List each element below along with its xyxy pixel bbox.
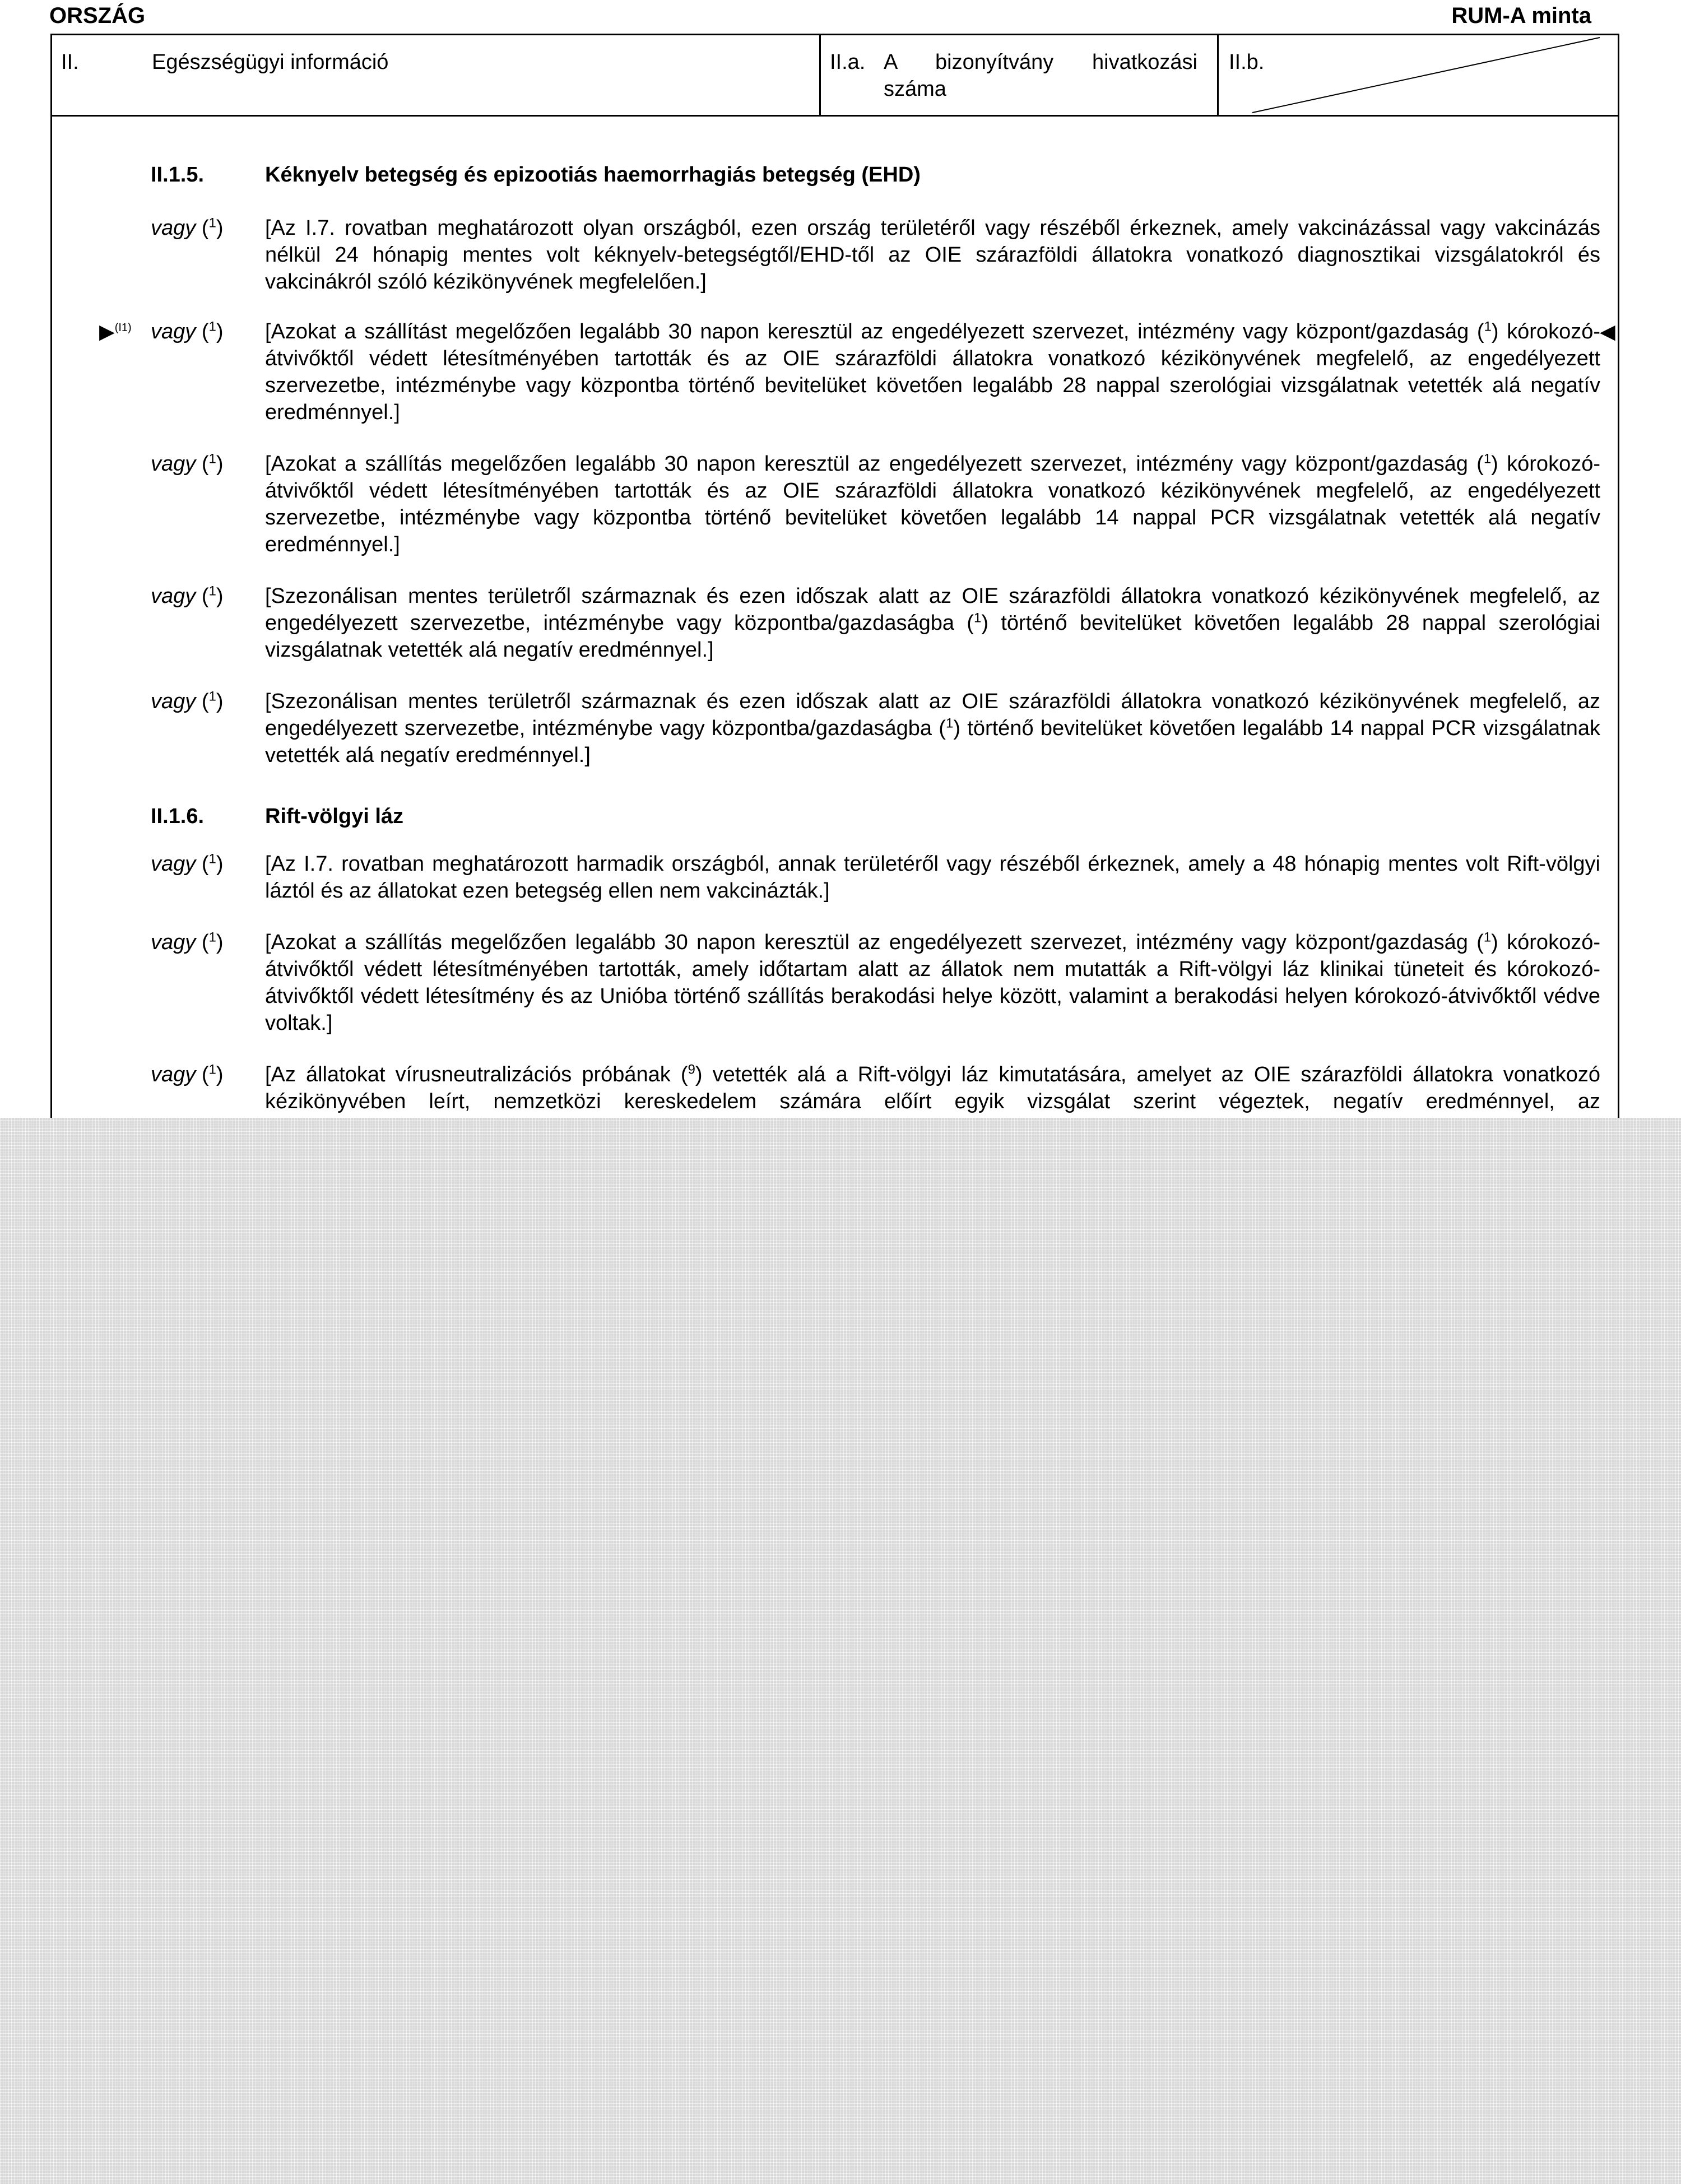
amendment-marker-right: ◀: [1600, 320, 1615, 343]
section-number: II.1.5.: [151, 163, 205, 187]
option-label: vagy ($^1$): [151, 1062, 224, 1086]
section-title: Rift-völgyi láz: [265, 805, 404, 828]
option-text: [Szezonálisan mentes területről származnak és ezen időszak alatt az OIE szárazföldi állatokra vonatkozó kézikönyvének megfelelő, az engedélyezett szervezetbe, intézménybe vagy központba/gazdaságba ($^1$) történő bevitelüket követően legalább 14 nappal PCR vizsgálatnak vetették alá negatív eredménnyel.]: [265, 690, 1600, 767]
option-text: [Az I.7. rovatban meghatározott harmadik országból, annak területéről vagy részéből érkeznek, amely a 48 hónapig mentes volt Rift-völgyi láztól és az állatokat ezen betegség ellen nem vakcinázták.]: [265, 852, 1600, 903]
country-label: ORSZÁG: [49, 3, 146, 28]
header-cell-number: II.b.: [1229, 50, 1265, 74]
option-label: vagy ($^1$): [151, 851, 224, 876]
option-text: [Az I.7. rovatban meghatározott olyan országból, ezen ország területéről vagy részéből érkeznek, amely vakcinázással vagy vakcinázás nélkül 24 hónapig mentes volt kéknyelv-betegségtől/EHD-től az OIE szárazföldi állatokra vonatkozó diagnosztikai vizsgálatokról és vakcinákról szóló kézikönyvének megfelelően.]: [265, 216, 1600, 294]
header-cell-health-info: [52, 35, 821, 115]
option-label: vagy ($^1$): [151, 215, 224, 240]
option-text: [Azokat a szállítás megelőzően legalább 30 napon keresztül az engedélyezett szervezet, intézmény vagy központ/gazdaság ($^1$) kórokozó-átvivőktől védett létesítményében tartották, amely időtartam alatt az állatok nem mutatták a Rift-völgyi láz klinikai tüneteit és kórokozó-átvivőktől védett létesítmény és az Unióba történő szállítás berakodási helye között, valamint a berakodási helyen kórokozó-átvivőktől védve voltak.]: [265, 930, 1600, 1035]
header-cell-number: II.a.: [830, 50, 866, 74]
model-label: RUM-A minta: [1451, 3, 1591, 28]
section-number: II.1.6.: [151, 805, 205, 828]
header-cell-title: Egészségügyi információ: [152, 50, 389, 74]
option-label: vagy ($^1$): [151, 583, 224, 608]
certificate-header-row: [52, 35, 1618, 117]
option-label: vagy ($^1$): [151, 319, 224, 343]
option-text: [Szezonálisan mentes területről származnak és ezen időszak alatt az OIE szárazföldi állatokra vonatkozó kézikönyvének megfelelő, az engedélyezett szervezetbe, intézménybe vagy központba/gazdaságba ($^1$) történő bevitelüket követően legalább 28 nappal szerológiai vizsgálatnak vetették alá negatív eredménnyel.]: [265, 584, 1600, 662]
option-text: [Azokat a szállítást megelőzően legalább 30 napon keresztül az engedélyezett szervezet, intézmény vagy központ/gazdaság ($^1$) kórokozó-átvivőktől védett létesítményében tartották és az OIE szárazföldi állatokra vonatkozó kézikönyvének megfelelő, az engedélyezett szervezetbe, intézménybe vagy központba történő bevitelüket követően legalább 28 nappal szerológiai vizsgálatnak vetették alá negatív eredménnyel.]: [265, 319, 1600, 424]
header-cell-number: II.: [61, 50, 79, 74]
header-cell-title-line2: száma: [884, 77, 946, 101]
amendment-marker-left: ▶$^{(I1)}$: [99, 320, 132, 343]
option-text: [Azokat a szállítás megelőzően legalább 30 napon keresztül az engedélyezett szervezet, intézmény vagy központ/gazdaság ($^1$) kórokozó-átvivőktől védett létesítményében tartották és az OIE szárazföldi állatokra vonatkozó kézikönyvének megfelelő, az engedélyezett szervezetbe, intézménybe vagy központba történő bevitelüket követően legalább 14 nappal PCR vizsgálatnak vetették alá negatív eredménnyel.]: [265, 451, 1600, 556]
header-cell-reference-number: [821, 35, 1219, 115]
certificate-frame: [50, 34, 1619, 1118]
header-cell-title: A bizonyítvány hivatkozási: [884, 50, 1197, 74]
option-label: vagy ($^1$): [151, 930, 224, 954]
option-text: [Az állatokat vírusneutralizációs próbának ($^9$) vetették alá a Rift-völgyi láz kimutatására, amelyet az OIE szárazföldi állatokra vonatkozó kézikönyvében leírt, nemzetközi kereskedelem számára előírt egyik vizsgálat szerint végeztek, negatív eredménnyel, az: [265, 1062, 1600, 1113]
option-label: vagy ($^1$): [151, 451, 224, 476]
header-cell-iib: [1219, 35, 1619, 115]
blank-scan-area: [0, 1118, 1681, 2184]
diagonal-strike-line: [1219, 35, 1618, 115]
option-label: vagy ($^1$): [151, 689, 224, 713]
section-title: Kéknyelv betegség és epizootiás haemorrhagiás betegség (EHD): [265, 163, 921, 187]
